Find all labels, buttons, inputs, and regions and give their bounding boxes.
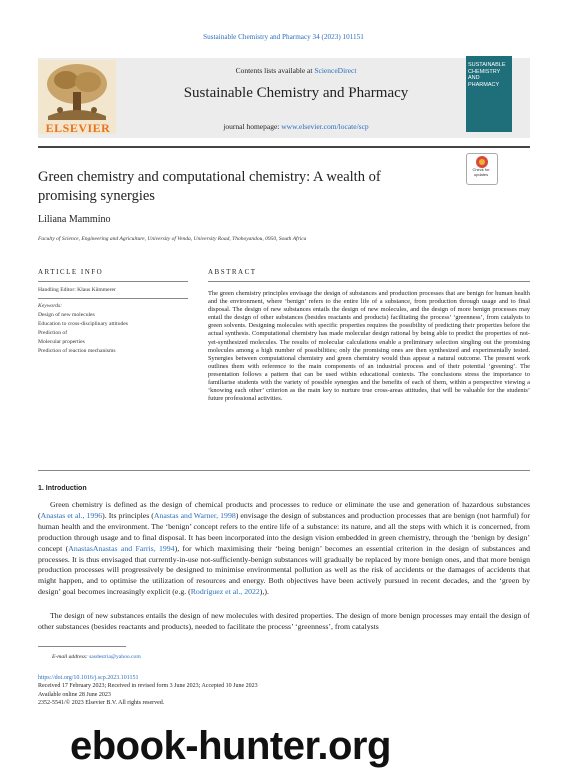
article-info-divider — [38, 281, 188, 282]
received-dates: Received 17 February 2023; Received in revised form 3 June 2023; Accepted 10 June 2023 — [38, 683, 258, 690]
publication-info — [38, 674, 258, 708]
intro-paragraph-1 — [38, 500, 530, 598]
citation-link[interactable]: Anastas and Warner, 1998 — [153, 510, 236, 520]
citation-link[interactable]: Rodríguez et al., 2022 — [190, 587, 260, 597]
journal-reference-link[interactable]: Sustainable Chemistry and Pharmacy 34 (2023) 101151 — [203, 33, 364, 41]
intro-text: ) envisage the design of substances and production processes that are benign (not harmful) for human health and the environment. The ‘benign’ concept refers to the entire life of a substance: its nature, and all the steps with which it is concerned, from production through usage and to final disposal. It has been incorporated into the design vision embedded in green chemistry, through the ‘benign by design’ concept ( — [38, 510, 530, 553]
homepage-prefix: journal homepage: — [223, 122, 282, 131]
keyword-item[interactable]: Education to cross-disciplinary attitudes — [38, 321, 128, 327]
intro-text: ), for which maximising their ‘being benign’ becomes an essential criterion in the design of substances and processes. It is thus envisaged that currently-in-use not-sufficiently-benign substances will gradually be replaced by more benign ones, and that more benign production processes will progressively be designed to minimise environmental pollution as well as the risk of accidents or the damages of accidents that might happen, and to optimise the utilization of resources and energy. Both objectives have been actively pursued in recent decades, and the ‘green by design’ goal becomes increasingly explicit (e.g. ( — [38, 543, 530, 597]
homepage-line — [120, 122, 472, 131]
author-name[interactable]: Liliana Mammino — [38, 214, 111, 225]
keywords-list — [38, 311, 198, 356]
keywords-label: Keywords: — [38, 303, 63, 309]
journal-title: Sustainable Chemistry and Pharmacy — [183, 85, 409, 101]
keyword-item[interactable]: Prediction of reaction mechanisms — [38, 348, 116, 354]
intro-text: ),). — [259, 587, 269, 597]
available-online: Available online 28 June 2023 — [38, 691, 111, 698]
sciencedirect-link[interactable]: ScienceDirect — [314, 66, 357, 75]
citation-link[interactable]: AnastasAnastas and Farris, 1994 — [68, 543, 175, 553]
citation-link[interactable]: Anastas et al., 1996 — [40, 510, 103, 520]
article-info-heading: ARTICLE INFO — [38, 268, 104, 276]
intro-paragraph-2: The design of new substances entails the design of new molecules with desired properties. The design of more benign processes may entail the design of other substances (besides reactants and products), needed to facilitate the process’ ‘greenness’, from catalysts — [38, 611, 530, 631]
keyword-item[interactable]: Molecular properties — [38, 339, 85, 345]
abstract-heading: ABSTRACT — [208, 268, 257, 276]
email-link[interactable]: sasdestria@yahoo.com — [89, 654, 141, 660]
article-title: Green chemistry and computational chemistry: A wealth of promising synergies — [38, 169, 381, 204]
contents-line — [120, 66, 472, 75]
footnote-divider — [38, 646, 126, 647]
email-footnote — [52, 654, 141, 660]
elsevier-wordmark: ELSEVIER — [45, 121, 111, 135]
watermark-text: ebook-hunter.org — [70, 724, 391, 768]
introduction-heading: 1. Introduction — [38, 485, 87, 492]
editor-divider — [38, 298, 188, 299]
homepage-link[interactable]: www.elsevier.com/locate/scp — [281, 122, 369, 131]
email-label: E-mail address: — [52, 654, 90, 660]
doi-link[interactable]: https://doi.org/10.1016/j.scp.2023.101151 — [38, 675, 139, 681]
copyright: 2352-5541/© 2023 Elsevier B.V. All rights reserved. — [38, 700, 165, 707]
handling-editor: Handling Editor: Klaus Kümmerer — [38, 287, 116, 293]
abstract-text: The green chemistry principles envisage the design of substances and production processes that are benign for human health and the environment, where ‘benign’ refers to the entire life of a substance, from production through usage and to final disposal. The design of new substances entails the design of new molecules, and the design of more benign processes may entail the design of other substances (besides reactants and products) facilitating the process’ ‘greenness’, from catalysts to green solvents. Designing molecules with specific properties requires the possibility of predicting their properties before the actual synthesis. Computational chemistry has made molecular design rational by being able to predict the properties of not-yet-synthesized molecules. The results of molecular calculations enable a preliminary selection singling out the promising molecules among a high number of possibilities; only the promising ones are then synthesized and experimentally tested. Synergies between computational chemistry and green chemistry would thus appear a natural outcome. The present work outlines them with reference to the main components of an industrial process and of their potential ‘greening’. The presentation follows a pattern that can be used within educational contexts. The conclusions stress the importance to familiarise students with the variety of possible synergies and the benefits of each of them, within a perspective viewing a ‘knowing each other’ criterion as the main key to nurture true cross-areas attitudes, that will be valuable for the students’ future professional activities. — [208, 290, 530, 403]
journal-cover-title: SUSTAINABLE CHEMISTRY AND PHARMACY — [468, 62, 506, 88]
keyword-item[interactable]: Design of new molecules — [38, 312, 95, 318]
intro-text: Green chemistry is defined as the design of chemical products and processes to reduce or eliminate the use and generation of hazardous substances ( — [38, 500, 530, 520]
abstract-end-divider — [38, 470, 530, 471]
check-updates-label[interactable]: Check for updates — [472, 167, 490, 177]
contents-prefix: Contents lists available at — [235, 66, 315, 75]
abstract-divider — [208, 281, 530, 282]
intro-text: ). Its principles ( — [102, 510, 154, 520]
header-divider — [38, 146, 530, 148]
author-affiliation: Faculty of Science, Engineering and Agriculture, University of Venda, University Road, Thohoyandou, 0950, South Africa — [38, 236, 307, 242]
keyword-item[interactable]: Prediction of — [38, 330, 68, 336]
